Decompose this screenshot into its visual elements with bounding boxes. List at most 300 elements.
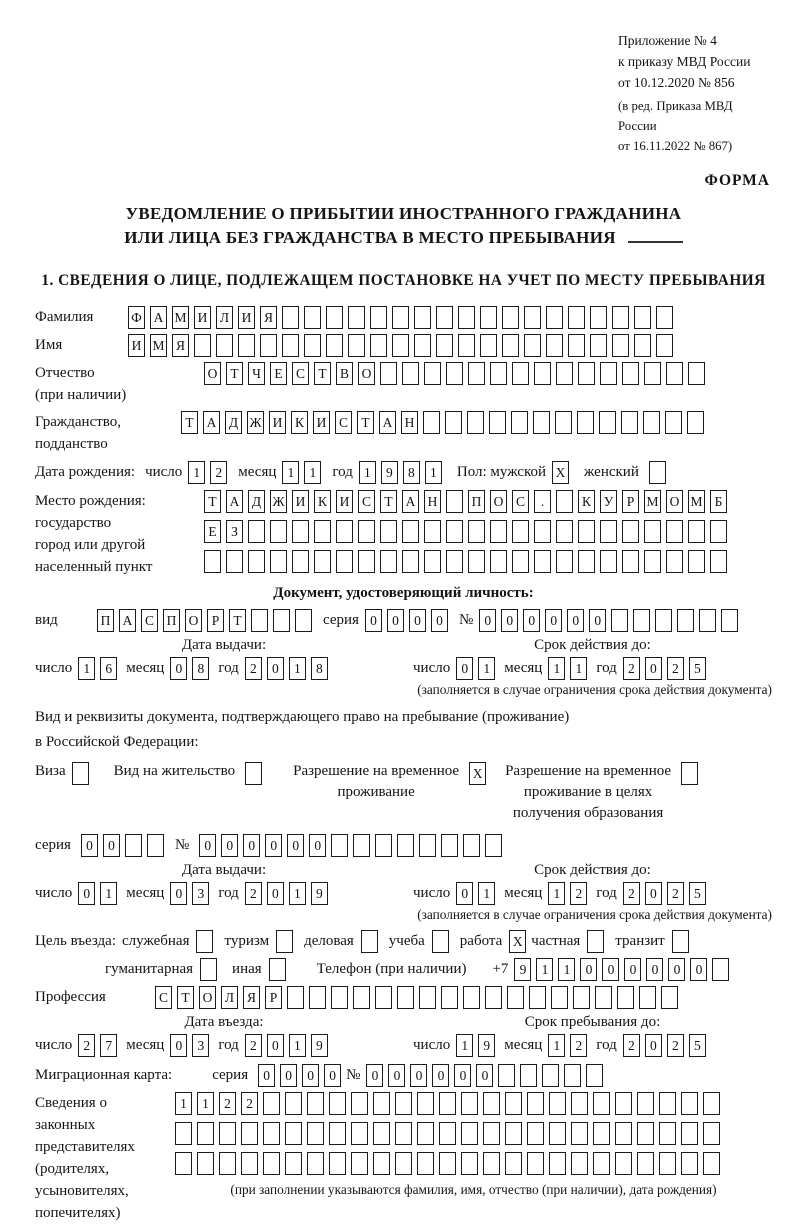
char-cell[interactable]: [527, 1092, 544, 1115]
char-cell[interactable]: [571, 1152, 588, 1175]
char-cell[interactable]: [542, 1064, 559, 1087]
char-cell[interactable]: [125, 834, 142, 857]
char-cell[interactable]: [419, 834, 436, 857]
char-cell[interactable]: [402, 520, 419, 543]
char-cell[interactable]: [414, 334, 431, 357]
doc-type-cells[interactable]: [97, 609, 317, 632]
char-cell[interactable]: Ч: [248, 362, 265, 385]
char-cell[interactable]: 2: [667, 657, 684, 680]
char-cell[interactable]: [534, 362, 551, 385]
char-cell[interactable]: [351, 1122, 368, 1145]
char-cell[interactable]: [238, 334, 255, 357]
char-cell[interactable]: [529, 986, 546, 1009]
char-cell[interactable]: 0: [645, 657, 662, 680]
residence-permit-checkbox[interactable]: [245, 762, 267, 785]
char-cell[interactable]: 0: [410, 1064, 427, 1087]
char-cell[interactable]: [241, 1152, 258, 1175]
char-cell[interactable]: [483, 1152, 500, 1175]
birth-day-cells[interactable]: [188, 461, 232, 484]
char-cell[interactable]: 8: [192, 657, 209, 680]
char-cell[interactable]: 2: [667, 882, 684, 905]
char-cell[interactable]: Я: [260, 306, 277, 329]
char-cell[interactable]: 1: [570, 657, 587, 680]
char-cell[interactable]: 8: [311, 657, 328, 680]
char-cell[interactable]: [331, 834, 348, 857]
char-cell[interactable]: [397, 834, 414, 857]
char-cell[interactable]: [314, 550, 331, 573]
char-cell[interactable]: [710, 520, 727, 543]
birth-year-cells[interactable]: [359, 461, 447, 484]
char-cell[interactable]: [370, 306, 387, 329]
char-cell[interactable]: [397, 986, 414, 1009]
char-cell[interactable]: [699, 609, 716, 632]
char-cell[interactable]: [329, 1092, 346, 1115]
char-cell[interactable]: [417, 1152, 434, 1175]
temp-permit-checkbox[interactable]: [469, 762, 491, 785]
char-cell[interactable]: [424, 550, 441, 573]
char-cell[interactable]: [467, 411, 484, 434]
visa-checkbox[interactable]: [72, 762, 94, 785]
char-cell[interactable]: [590, 334, 607, 357]
char-cell[interactable]: [282, 306, 299, 329]
char-cell[interactable]: 5: [689, 657, 706, 680]
char-cell[interactable]: [590, 306, 607, 329]
char-cell[interactable]: [587, 930, 604, 953]
char-cell[interactable]: [556, 520, 573, 543]
issue-day-cells[interactable]: [78, 882, 122, 905]
char-cell[interactable]: [666, 550, 683, 573]
char-cell[interactable]: [370, 334, 387, 357]
issue-month-cells[interactable]: [170, 657, 214, 680]
char-cell[interactable]: [524, 306, 541, 329]
char-cell[interactable]: [423, 411, 440, 434]
char-cell[interactable]: [336, 520, 353, 543]
char-cell[interactable]: [564, 1064, 581, 1087]
char-cell[interactable]: [633, 609, 650, 632]
purpose-work-checkbox[interactable]: [509, 930, 531, 953]
char-cell[interactable]: [533, 411, 550, 434]
char-cell[interactable]: [402, 550, 419, 573]
char-cell[interactable]: [196, 930, 213, 953]
char-cell[interactable]: 1: [289, 657, 306, 680]
char-cell[interactable]: [276, 930, 293, 953]
entry-month-cells[interactable]: [170, 1034, 214, 1057]
char-cell[interactable]: [348, 306, 365, 329]
char-cell[interactable]: Е: [204, 520, 221, 543]
char-cell[interactable]: [392, 306, 409, 329]
char-cell[interactable]: 0: [366, 1064, 383, 1087]
char-cell[interactable]: 3: [192, 882, 209, 905]
char-cell[interactable]: 0: [170, 657, 187, 680]
char-cell[interactable]: А: [402, 490, 419, 513]
char-cell[interactable]: [251, 609, 268, 632]
char-cell[interactable]: X: [509, 930, 526, 953]
char-cell[interactable]: [445, 411, 462, 434]
char-cell[interactable]: [649, 461, 666, 484]
char-cell[interactable]: П: [468, 490, 485, 513]
char-cell[interactable]: З: [226, 520, 243, 543]
char-cell[interactable]: Ж: [270, 490, 287, 513]
char-cell[interactable]: [617, 986, 634, 1009]
char-cell[interactable]: 0: [280, 1064, 297, 1087]
char-cell[interactable]: [395, 1152, 412, 1175]
char-cell[interactable]: [681, 1092, 698, 1115]
char-cell[interactable]: [505, 1092, 522, 1115]
char-cell[interactable]: [666, 362, 683, 385]
char-cell[interactable]: [175, 1122, 192, 1145]
char-cell[interactable]: [263, 1152, 280, 1175]
char-cell[interactable]: [524, 334, 541, 357]
char-cell[interactable]: 0: [409, 609, 426, 632]
char-cell[interactable]: 1: [425, 461, 442, 484]
char-cell[interactable]: [578, 550, 595, 573]
char-cell[interactable]: 0: [199, 834, 216, 857]
char-cell[interactable]: [402, 362, 419, 385]
char-cell[interactable]: 0: [267, 1034, 284, 1057]
char-cell[interactable]: [419, 986, 436, 1009]
char-cell[interactable]: [292, 520, 309, 543]
char-cell[interactable]: О: [490, 490, 507, 513]
char-cell[interactable]: 0: [523, 609, 540, 632]
purpose-private-checkbox[interactable]: [587, 930, 609, 953]
char-cell[interactable]: [147, 834, 164, 857]
char-cell[interactable]: С: [141, 609, 158, 632]
char-cell[interactable]: [644, 362, 661, 385]
char-cell[interactable]: И: [269, 411, 286, 434]
char-cell[interactable]: [485, 834, 502, 857]
char-cell[interactable]: С: [292, 362, 309, 385]
char-cell[interactable]: 0: [545, 609, 562, 632]
char-cell[interactable]: [665, 411, 682, 434]
char-cell[interactable]: [573, 986, 590, 1009]
char-cell[interactable]: [639, 986, 656, 1009]
char-cell[interactable]: Я: [243, 986, 260, 1009]
char-cell[interactable]: 0: [589, 609, 606, 632]
char-cell[interactable]: [600, 550, 617, 573]
char-cell[interactable]: [681, 762, 698, 785]
profession-cells[interactable]: [155, 986, 683, 1009]
char-cell[interactable]: [712, 958, 729, 981]
char-cell[interactable]: [331, 986, 348, 1009]
doc-number-cells[interactable]: [479, 609, 743, 632]
char-cell[interactable]: С: [155, 986, 172, 1009]
char-cell[interactable]: 2: [245, 882, 262, 905]
purpose-official-checkbox[interactable]: [196, 930, 218, 953]
purpose-study-checkbox[interactable]: [432, 930, 454, 953]
edu-permit-checkbox[interactable]: [681, 762, 703, 785]
char-cell[interactable]: 1: [359, 461, 376, 484]
char-cell[interactable]: 1: [188, 461, 205, 484]
char-cell[interactable]: [441, 986, 458, 1009]
char-cell[interactable]: Т: [314, 362, 331, 385]
char-cell[interactable]: Ф: [128, 306, 145, 329]
char-cell[interactable]: [432, 930, 449, 953]
char-cell[interactable]: Д: [225, 411, 242, 434]
char-cell[interactable]: 2: [241, 1092, 258, 1115]
char-cell[interactable]: [710, 550, 727, 573]
char-cell[interactable]: [248, 520, 265, 543]
char-cell[interactable]: 0: [324, 1064, 341, 1087]
given-name-cells[interactable]: [128, 334, 678, 357]
char-cell[interactable]: 2: [623, 1034, 640, 1057]
char-cell[interactable]: 0: [365, 609, 382, 632]
char-cell[interactable]: [637, 1152, 654, 1175]
char-cell[interactable]: [219, 1152, 236, 1175]
char-cell[interactable]: 2: [210, 461, 227, 484]
char-cell[interactable]: [527, 1122, 544, 1145]
char-cell[interactable]: [468, 550, 485, 573]
purpose-tourism-checkbox[interactable]: [276, 930, 298, 953]
char-cell[interactable]: 1: [548, 1034, 565, 1057]
char-cell[interactable]: 0: [431, 609, 448, 632]
char-cell[interactable]: [615, 1152, 632, 1175]
char-cell[interactable]: Р: [622, 490, 639, 513]
char-cell[interactable]: [361, 930, 378, 953]
char-cell[interactable]: [282, 334, 299, 357]
char-cell[interactable]: [304, 334, 321, 357]
char-cell[interactable]: [260, 334, 277, 357]
char-cell[interactable]: [270, 550, 287, 573]
char-cell[interactable]: [216, 334, 233, 357]
char-cell[interactable]: 1: [289, 1034, 306, 1057]
char-cell[interactable]: 0: [309, 834, 326, 857]
char-cell[interactable]: [571, 1092, 588, 1115]
char-cell[interactable]: [307, 1092, 324, 1115]
char-cell[interactable]: [502, 306, 519, 329]
char-cell[interactable]: 1: [175, 1092, 192, 1115]
char-cell[interactable]: 0: [258, 1064, 275, 1087]
char-cell[interactable]: 0: [170, 882, 187, 905]
sex-female-checkbox[interactable]: [649, 461, 671, 484]
char-cell[interactable]: [441, 834, 458, 857]
char-cell[interactable]: .: [534, 490, 551, 513]
char-cell[interactable]: [612, 334, 629, 357]
char-cell[interactable]: 0: [624, 958, 641, 981]
char-cell[interactable]: И: [194, 306, 211, 329]
char-cell[interactable]: [480, 306, 497, 329]
char-cell[interactable]: С: [335, 411, 352, 434]
char-cell[interactable]: О: [185, 609, 202, 632]
char-cell[interactable]: [655, 609, 672, 632]
char-cell[interactable]: О: [199, 986, 216, 1009]
char-cell[interactable]: 0: [388, 1064, 405, 1087]
char-cell[interactable]: 9: [311, 1034, 328, 1057]
char-cell[interactable]: [395, 1122, 412, 1145]
issue-day-cells[interactable]: [78, 657, 122, 680]
char-cell[interactable]: [637, 1092, 654, 1115]
expiry-year-cells[interactable]: [623, 882, 711, 905]
char-cell[interactable]: 2: [78, 1034, 95, 1057]
char-cell[interactable]: [672, 930, 689, 953]
char-cell[interactable]: [309, 986, 326, 1009]
char-cell[interactable]: [578, 520, 595, 543]
char-cell[interactable]: [568, 306, 585, 329]
char-cell[interactable]: [458, 306, 475, 329]
char-cell[interactable]: К: [578, 490, 595, 513]
char-cell[interactable]: [644, 550, 661, 573]
char-cell[interactable]: [661, 986, 678, 1009]
char-cell[interactable]: [329, 1122, 346, 1145]
char-cell[interactable]: А: [203, 411, 220, 434]
char-cell[interactable]: 0: [170, 1034, 187, 1057]
char-cell[interactable]: [446, 550, 463, 573]
char-cell[interactable]: [373, 1152, 390, 1175]
char-cell[interactable]: 1: [558, 958, 575, 981]
char-cell[interactable]: [351, 1092, 368, 1115]
char-cell[interactable]: [556, 550, 573, 573]
representatives-cells-1[interactable]: [175, 1092, 772, 1115]
birth-place-cells-1[interactable]: [204, 490, 732, 513]
char-cell[interactable]: 9: [381, 461, 398, 484]
char-cell[interactable]: 2: [667, 1034, 684, 1057]
char-cell[interactable]: [600, 520, 617, 543]
char-cell[interactable]: Р: [265, 986, 282, 1009]
char-cell[interactable]: Т: [204, 490, 221, 513]
char-cell[interactable]: 0: [243, 834, 260, 857]
char-cell[interactable]: [348, 334, 365, 357]
char-cell[interactable]: 0: [476, 1064, 493, 1087]
char-cell[interactable]: Л: [216, 306, 233, 329]
char-cell[interactable]: 0: [454, 1064, 471, 1087]
purpose-other-checkbox[interactable]: [269, 958, 291, 981]
char-cell[interactable]: 9: [478, 1034, 495, 1057]
char-cell[interactable]: Т: [357, 411, 374, 434]
char-cell[interactable]: [417, 1122, 434, 1145]
char-cell[interactable]: [458, 334, 475, 357]
char-cell[interactable]: 3: [192, 1034, 209, 1057]
char-cell[interactable]: [622, 550, 639, 573]
char-cell[interactable]: [417, 1092, 434, 1115]
char-cell[interactable]: [248, 550, 265, 573]
char-cell[interactable]: [512, 362, 529, 385]
char-cell[interactable]: Л: [221, 986, 238, 1009]
char-cell[interactable]: [414, 306, 431, 329]
char-cell[interactable]: 0: [580, 958, 597, 981]
purpose-transit-checkbox[interactable]: [672, 930, 694, 953]
char-cell[interactable]: 0: [690, 958, 707, 981]
char-cell[interactable]: 0: [668, 958, 685, 981]
char-cell[interactable]: 5: [689, 882, 706, 905]
char-cell[interactable]: [436, 334, 453, 357]
char-cell[interactable]: [549, 1122, 566, 1145]
stay-month-cells[interactable]: [548, 1034, 592, 1057]
char-cell[interactable]: [659, 1152, 676, 1175]
char-cell[interactable]: [520, 1064, 537, 1087]
char-cell[interactable]: [688, 550, 705, 573]
char-cell[interactable]: [461, 1122, 478, 1145]
char-cell[interactable]: [483, 1122, 500, 1145]
char-cell[interactable]: Е: [270, 362, 287, 385]
char-cell[interactable]: 0: [103, 834, 120, 857]
char-cell[interactable]: [659, 1092, 676, 1115]
char-cell[interactable]: П: [97, 609, 114, 632]
char-cell[interactable]: [549, 1092, 566, 1115]
stay-year-cells[interactable]: [623, 1034, 711, 1057]
char-cell[interactable]: Н: [401, 411, 418, 434]
char-cell[interactable]: [534, 550, 551, 573]
char-cell[interactable]: [219, 1122, 236, 1145]
issue-year-cells[interactable]: [245, 882, 333, 905]
char-cell[interactable]: 0: [645, 1034, 662, 1057]
char-cell[interactable]: [326, 334, 343, 357]
char-cell[interactable]: О: [666, 490, 683, 513]
char-cell[interactable]: 0: [456, 657, 473, 680]
char-cell[interactable]: 1: [548, 657, 565, 680]
char-cell[interactable]: [463, 986, 480, 1009]
char-cell[interactable]: [568, 334, 585, 357]
char-cell[interactable]: [373, 1122, 390, 1145]
char-cell[interactable]: [703, 1122, 720, 1145]
char-cell[interactable]: [637, 1122, 654, 1145]
expiry-day-cells[interactable]: [456, 657, 500, 680]
birth-month-cells[interactable]: [282, 461, 326, 484]
char-cell[interactable]: Д: [248, 490, 265, 513]
char-cell[interactable]: [634, 306, 651, 329]
char-cell[interactable]: У: [600, 490, 617, 513]
char-cell[interactable]: [485, 986, 502, 1009]
char-cell[interactable]: [446, 362, 463, 385]
char-cell[interactable]: [688, 520, 705, 543]
char-cell[interactable]: 0: [287, 834, 304, 857]
char-cell[interactable]: А: [379, 411, 396, 434]
char-cell[interactable]: [600, 362, 617, 385]
char-cell[interactable]: 1: [304, 461, 321, 484]
char-cell[interactable]: [336, 550, 353, 573]
char-cell[interactable]: [446, 520, 463, 543]
char-cell[interactable]: [621, 411, 638, 434]
char-cell[interactable]: 0: [479, 609, 496, 632]
char-cell[interactable]: [656, 306, 673, 329]
char-cell[interactable]: [656, 334, 673, 357]
char-cell[interactable]: 2: [245, 1034, 262, 1057]
char-cell[interactable]: 7: [100, 1034, 117, 1057]
char-cell[interactable]: [285, 1092, 302, 1115]
char-cell[interactable]: [622, 520, 639, 543]
char-cell[interactable]: [380, 550, 397, 573]
char-cell[interactable]: [461, 1092, 478, 1115]
char-cell[interactable]: [314, 520, 331, 543]
char-cell[interactable]: М: [172, 306, 189, 329]
char-cell[interactable]: 1: [289, 882, 306, 905]
issue-year-cells[interactable]: [245, 657, 333, 680]
char-cell[interactable]: 1: [536, 958, 553, 981]
char-cell[interactable]: [461, 1152, 478, 1175]
entry-day-cells[interactable]: [78, 1034, 122, 1057]
expiry-month-cells[interactable]: [548, 882, 592, 905]
char-cell[interactable]: 6: [100, 657, 117, 680]
char-cell[interactable]: 0: [265, 834, 282, 857]
char-cell[interactable]: [681, 1122, 698, 1145]
char-cell[interactable]: 9: [311, 882, 328, 905]
stay-day-cells[interactable]: [456, 1034, 500, 1057]
sex-male-checkbox[interactable]: [552, 461, 574, 484]
patronymic-cells[interactable]: [204, 362, 710, 385]
char-cell[interactable]: 1: [100, 882, 117, 905]
phone-cells[interactable]: [514, 958, 734, 981]
char-cell[interactable]: [373, 1092, 390, 1115]
char-cell[interactable]: [197, 1152, 214, 1175]
char-cell[interactable]: И: [292, 490, 309, 513]
char-cell[interactable]: [295, 609, 312, 632]
char-cell[interactable]: [551, 986, 568, 1009]
char-cell[interactable]: С: [358, 490, 375, 513]
char-cell[interactable]: [512, 520, 529, 543]
char-cell[interactable]: М: [688, 490, 705, 513]
char-cell[interactable]: [292, 550, 309, 573]
char-cell[interactable]: 1: [548, 882, 565, 905]
char-cell[interactable]: [326, 306, 343, 329]
char-cell[interactable]: [72, 762, 89, 785]
